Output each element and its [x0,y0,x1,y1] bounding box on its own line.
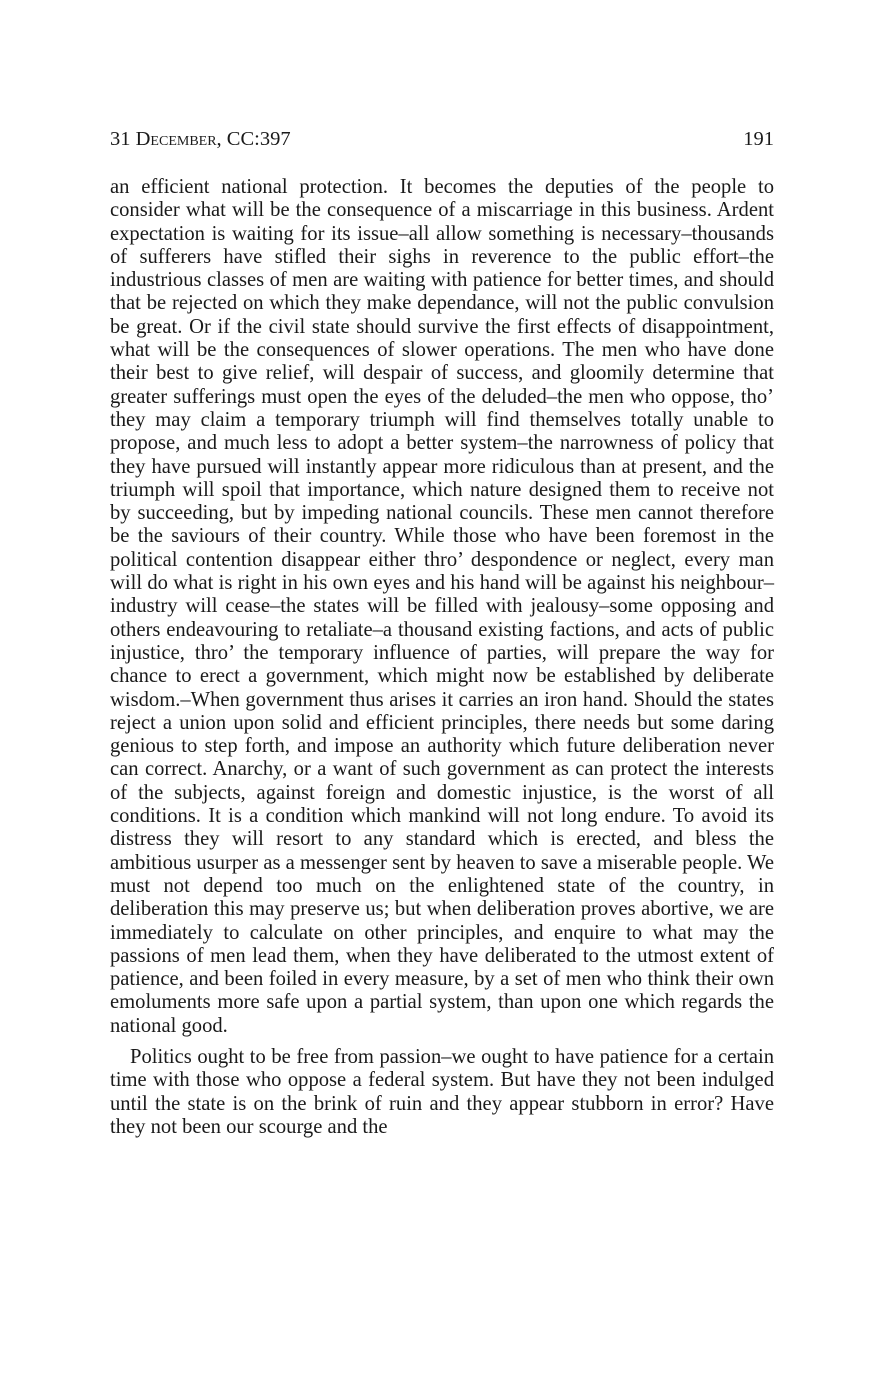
running-head-day: 31 [110,128,136,150]
page-number: 191 [743,128,774,150]
running-head-document-ref: , CC:397 [216,128,291,150]
paragraph-continued: an efficient national protection. It becomes the deputies of the people to consider what will be the consequence of a miscarriage in this business. Ardent expectation is waiting for its issue–all allow something is necessary–thousands of sufferers have stifled their sighs in reverence to the public effort–the industrious classes of men are waiting with patience for better times, and should that be rejected on which they make dependance, will not the public convulsion be great. Or if the civil state should survive the first effects of disappointment, what will be the consequences of slower operations. The men who have done their best to give relief, will despair of success, and gloomily determine that greater sufferings must open the eyes of the deluded–the men who oppose, tho’ they may claim a temporary triumph will find themselves totally unable to propose, and much less to adopt a better system–the narrowness of policy that they have pursued will instantly appear more ridiculous than at present, and the triumph will spoil that importance, which nature designed them to receive not by succeeding, but by impeding national councils. These men cannot therefore be the saviours of their country. While those who have been foremost in the political contention disappear either thro’ despondence or neglect, every man will do what is right in his own eyes and his hand will be against his neighbour–industry will cease–the states will be filled with jealousy–some opposing and others endeavouring to retaliate–a thousand existing factions, and acts of public injustice, thro’ the temporary influence of parties, will prepare the way for chance to erect a government, which might now be established by deliberate wisdom.–When government thus arises it carries an iron hand. Should the states reject a union upon solid and efficient principles, there needs but some daring genious to step forth, and impose an authority which future deliberation never can correct. Anarchy, or a want of such government as can protect the interests of the subjects, against foreign and domestic injustice, is the worst of all conditions. It is a condition which mankind will not long endure. To avoid its distress they will resort to any standard which is erected, and bless the ambitious usurper as a messenger sent by heaven to save a miserable people. We must not depend too much on the enlightened state of the country, in deliberation this may preserve us; but when deliberation proves abortive, we are immediately to calculate on other principles, and enquire to what may the passions of men lead them, when they have deliberated to the utmost extent of patience, and been foiled in every measure, by a set of men who think their own emoluments more safe upon a partial system, than upon one which regards the national good. [110,176,774,1037]
running-head-month: December [135,128,217,150]
body-text [110,176,774,1139]
running-head [110,126,774,152]
running-head-left [110,126,291,152]
document-page [110,126,774,1139]
paragraph: Politics ought to be free from passion–we ought to have patience for a certain time with those who oppose a federal system. But have they not been indulged until the state is on the brink of ruin and they appear stubborn in error? Have they not been our scourge and the [110,1045,774,1138]
